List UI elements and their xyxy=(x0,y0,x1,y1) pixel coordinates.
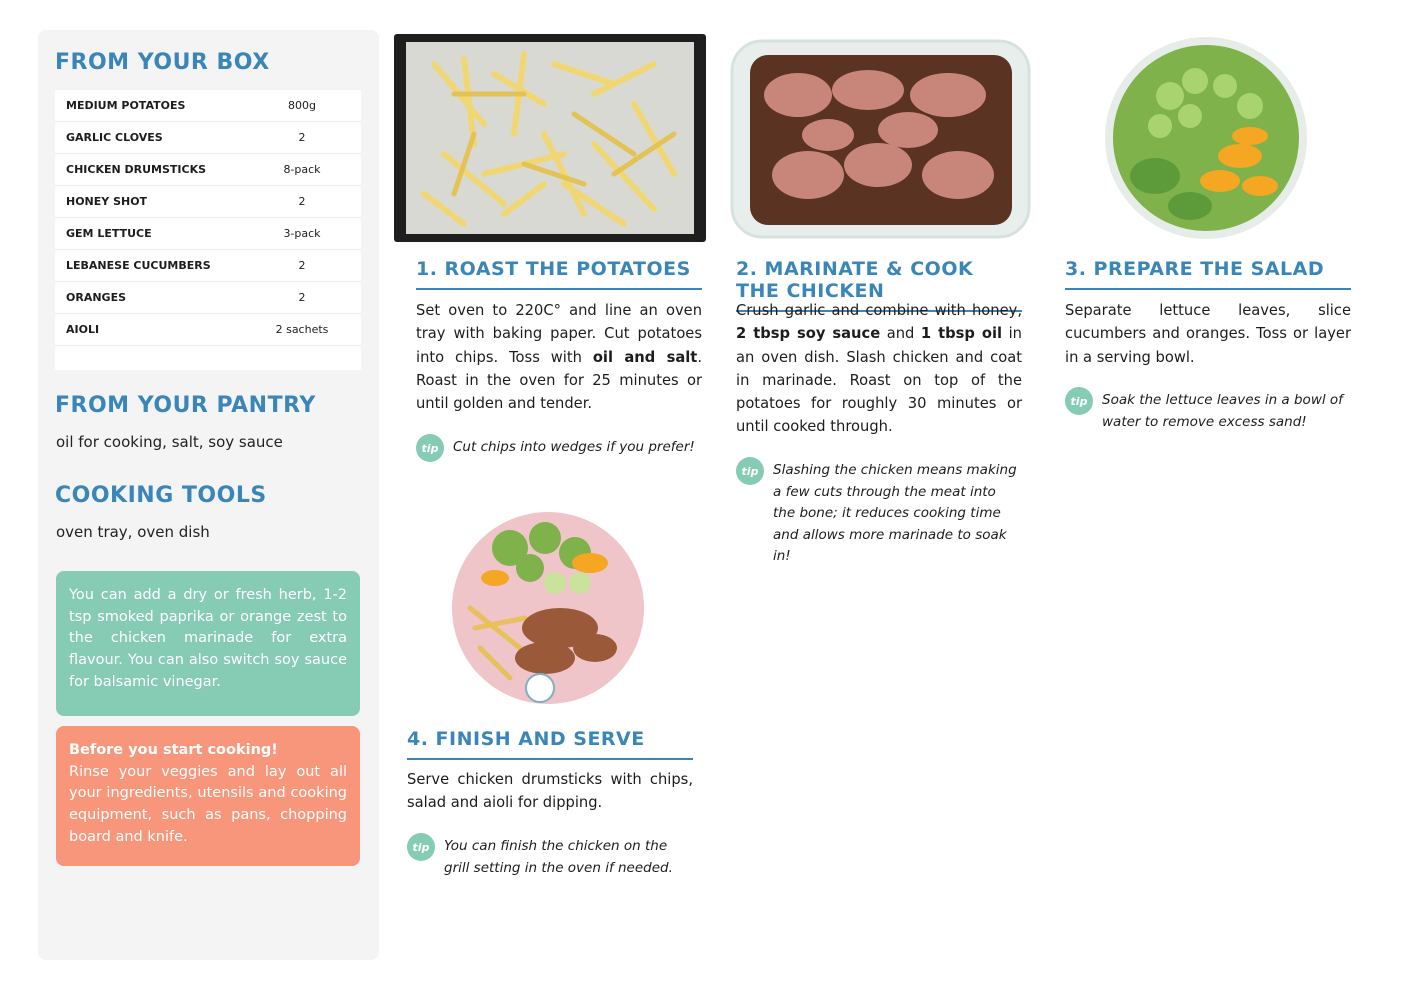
before-cooking-note xyxy=(56,726,360,866)
step2-heading: 2. MARINATE & COOK THE CHICKEN xyxy=(736,258,1022,312)
ingredient-name: MEDIUM POTATOES xyxy=(66,99,186,112)
chicken-dish-photo xyxy=(728,35,1033,241)
step4-tip-text: You can finish the chicken on the grill setting in the oven if needed. xyxy=(444,838,673,876)
step3-heading: 3. PREPARE THE SALAD xyxy=(1065,258,1351,290)
tools-text: oven tray, oven dish xyxy=(56,523,210,541)
ingredient-row xyxy=(55,122,361,154)
ingredient-qty: 3-pack xyxy=(283,227,321,240)
ingredients-table xyxy=(55,90,361,370)
step1-text-part: Set oven to 220C° and line an oven tray with baking paper. Cut potatoes into chips. Toss with xyxy=(416,302,702,366)
before-cooking-title: Before you start cooking! xyxy=(69,742,278,758)
tip-badge-icon: tip xyxy=(416,434,444,462)
ingredient-row xyxy=(55,90,361,122)
ingredient-qty: 8-pack xyxy=(283,163,321,176)
ingredient-name: CHICKEN DRUMSTICKS xyxy=(66,163,207,176)
step3-tip xyxy=(1065,390,1351,433)
step1-text-part: . Roast in the oven for 25 minutes or until golden and tender. xyxy=(416,348,702,413)
ingredient-name: HONEY SHOT xyxy=(66,195,148,208)
pantry-text: oil for cooking, salt, soy sauce xyxy=(56,433,283,451)
step1-tip xyxy=(416,437,702,462)
ingredient-name: AIOLI xyxy=(66,323,100,336)
step2-text-part: in an oven dish. Slash chicken and coat in marinade. Roast on top of the potatoes for roughly 30 minutes or until cooked through. xyxy=(736,325,1022,436)
ingredient-qty: 2 xyxy=(298,291,306,304)
ingredient-qty: 2 xyxy=(298,259,306,272)
step1-heading: 1. ROAST THE POTATOES xyxy=(416,258,702,290)
step3-tip-text: Soak the lettuce leaves in a bowl of water to remove excess sand! xyxy=(1102,392,1343,430)
step1-text xyxy=(416,299,702,415)
step2-text xyxy=(736,299,1022,439)
variation-note: You can add a dry or fresh herb, 1-2 tsp smoked paprika or orange zest to the chicken marinade for extra flavour. You can also switch soy sauce for balsamic vinegar. xyxy=(56,571,360,716)
step4-tip xyxy=(407,836,693,879)
step2-text-part: and xyxy=(880,325,921,343)
step2-text-part: Crush garlic and combine with honey, xyxy=(736,302,1022,319)
ingredient-name: ORANGES xyxy=(66,291,127,304)
ingredient-qty: 800g xyxy=(288,99,316,112)
ingredient-qty: 2 xyxy=(298,195,306,208)
step1-bold: oil and salt xyxy=(592,348,698,366)
step4-heading: 4. FINISH AND SERVE xyxy=(407,728,693,760)
ingredient-qty: 2 sachets xyxy=(275,323,329,336)
ingredient-row xyxy=(55,154,361,186)
before-cooking-text: Rinse your veggies and lay out all your ingredients, utensils and cooking equipment, such as pans, chopping board and knife. xyxy=(69,763,347,845)
tip-badge-icon: tip xyxy=(736,457,764,485)
cooking-tools-heading: COOKING TOOLS xyxy=(55,483,267,508)
step2-tip-text: Slashing the chicken means making a few cuts through the meat into the bone; it reduces cooking time and allows more marinade to soak in! xyxy=(773,462,1017,564)
step2-tip xyxy=(736,460,1022,568)
step4-text: Serve chicken drumsticks with chips, salad and aioli for dipping. xyxy=(407,771,693,812)
ingredient-row xyxy=(55,218,361,250)
tip-badge-icon: tip xyxy=(1065,387,1093,415)
ingredient-row xyxy=(55,282,361,314)
step3-text: Separate lettuce leaves, slice cucumbers and oranges. Toss or layer in a serving bowl. xyxy=(1065,302,1351,366)
final-plate-photo xyxy=(450,508,646,706)
ingredient-row xyxy=(55,186,361,218)
salad-bowl-photo xyxy=(1100,36,1312,241)
ingredient-qty: 2 xyxy=(298,131,306,144)
from-your-box-heading: FROM YOUR BOX xyxy=(55,50,270,75)
from-your-pantry-heading: FROM YOUR PANTRY xyxy=(55,393,316,418)
step2-bold: 2 tbsp soy sauce xyxy=(736,325,881,343)
ingredient-name: GARLIC CLOVES xyxy=(66,131,163,144)
ingredient-row xyxy=(55,314,361,346)
ingredient-name: GEM LETTUCE xyxy=(66,227,152,240)
potato-tray-photo xyxy=(394,34,706,242)
sidebar-panel xyxy=(38,30,379,960)
tip-badge-icon: tip xyxy=(407,833,435,861)
step1-tip-text: Cut chips into wedges if you prefer! xyxy=(453,439,695,455)
ingredient-row xyxy=(55,250,361,282)
ingredient-name: LEBANESE CUCUMBERS xyxy=(66,259,211,272)
step2-bold: 1 tbsp oil xyxy=(920,325,1003,343)
